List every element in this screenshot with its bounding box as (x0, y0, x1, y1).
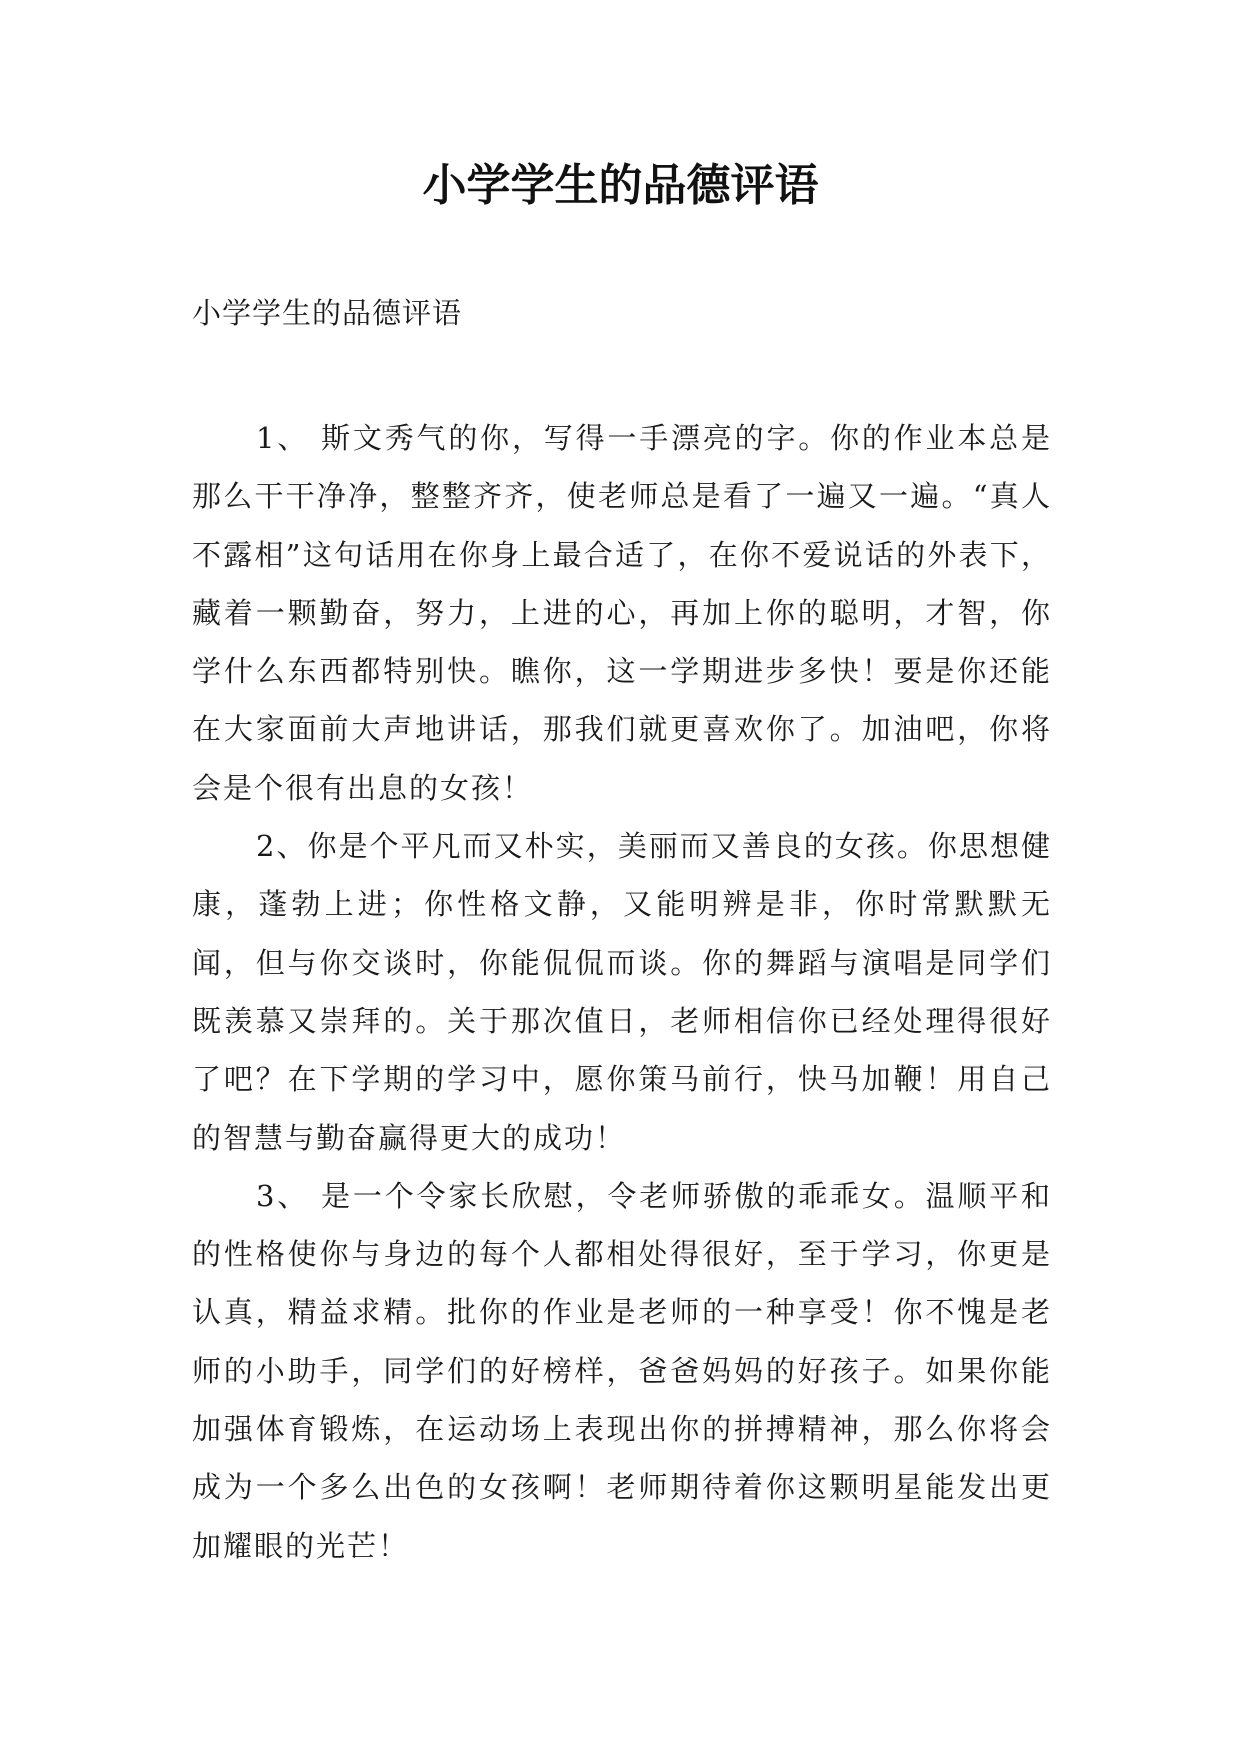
comment-paragraph-3: 3、 是一个令家长欣慰，令老师骄傲的乖乖女。温顺平和的性格使你与身边的每个人都相处得很好，至于学习，你更是认真，精益求精。批你的作业是老师的一种享受！你不愧是老师的小助手，同学们的好榜样，爸爸妈妈的好孩子。如果你能加强体育锻炼，在运动场上表现出你的拼搏精神，那么你将会成为一个多么出色的女孩啊！老师期待着你这颗明星能发出更加耀眼的光芒！ (192, 1178, 1052, 1563)
document-subtitle: 小学学生的品德评语 (192, 296, 463, 330)
document-title: 小学学生的品德评语 (422, 160, 819, 211)
comment-paragraph-1: 1、 斯文秀气的你，写得一手漂亮的字。你的作业本总是那么干干净净，整整齐齐，使老师总是看了一遍又一遍。“真人不露相”这句话用在你身上最合适了，在你不爱说话的外表下，藏着一颗勤奋，努力，上进的心，再加上你的聪明，才智，你学什么东西都特别快。瞧你，这一学期进步多快！要是你还能在大家面前大声地讲话，那我们就更喜欢你了。加油吧，你将会是个很有出息的女孩！ (192, 421, 1052, 805)
document-body (192, 409, 1052, 1575)
comment-paragraph-2: 2、你是个平凡而又朴实，美丽而又善良的女孩。你思想健康，蓬勃上进；你性格文静，又能明辨是非，你时常默默无闻，但与你交谈时，你能侃侃而谈。你的舞蹈与演唱是同学们既羡慕又崇拜的。关于那次值日，老师相信你已经处理得很好了吧？在下学期的学习中，愿你策马前行，快马加鞭！用自己的智慧与勤奋赢得更大的成功！ (192, 829, 1052, 1155)
